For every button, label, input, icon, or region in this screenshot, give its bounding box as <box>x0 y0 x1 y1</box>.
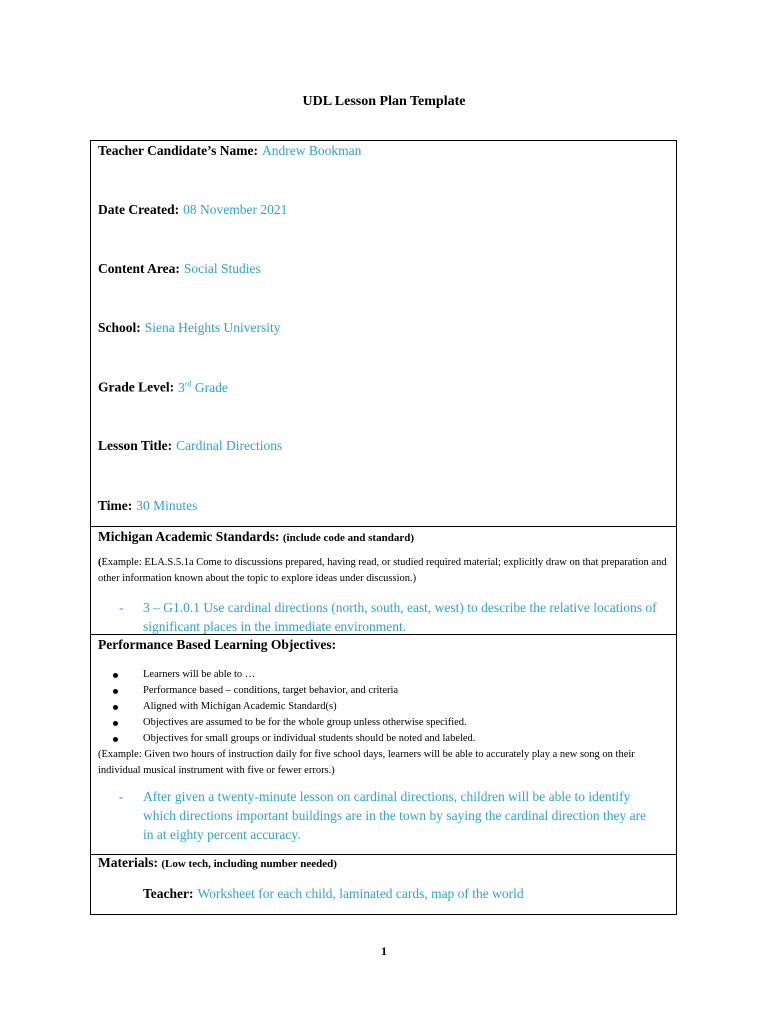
list-item: Objectives are assumed to be for the whole group unless otherwise specified. <box>111 715 666 731</box>
school-value: Siena Heights University <box>144 320 281 335</box>
bullet-icon <box>113 721 118 726</box>
grade-level-value <box>178 380 228 395</box>
grade-word: Grade <box>194 379 228 395</box>
standards-item-text: 3 – G1.0.1 Use cardinal directions (north, south, east, west) to describe the relative locations of significant places in the immediate environment. <box>143 600 657 634</box>
standards-item <box>119 598 659 636</box>
lesson-title-field <box>98 438 282 454</box>
teacher-materials-value: Worksheet for each child, laminated cards, map of the world <box>197 886 524 901</box>
time-label: Time: <box>98 498 133 513</box>
materials-heading-note: (Low tech, including number needed) <box>161 858 337 870</box>
school-field <box>98 320 281 336</box>
lesson-title-value: Cardinal Directions <box>176 438 283 453</box>
objectives-guidelines-list <box>111 667 666 747</box>
standards-example-text: Example: ELA.S.5.1a Come to discussions prepared, having read, or studied required material; explicitly draw on that preparation and other information known about the topic to explore ideas under discussion.) <box>98 557 667 584</box>
teacher-materials-field <box>143 886 524 902</box>
list-item: Aligned with Michigan Academic Standard(s) <box>111 699 666 715</box>
date-created-field <box>98 202 287 218</box>
objectives-item-dash: - <box>119 789 124 804</box>
objectives-section <box>91 635 676 855</box>
lesson-title-label: Lesson Title: <box>98 438 173 453</box>
content-area-field <box>98 261 261 277</box>
school-label: School: <box>98 320 141 335</box>
candidate-name-label: Teacher Candidate’s Name: <box>98 143 258 158</box>
objectives-item-text: After given a twenty-minute lesson on cardinal directions, children will be able to identify which directions important buildings are in the town by saying the cardinal direction they are in at eighty percent accuracy. <box>143 789 647 842</box>
objectives-example: (Example: Given two hours of instruction daily for five school days, learners will be able to accurately play a new song on their individual musical instrument with five or fewer errors.) <box>98 749 635 776</box>
document-title: UDL Lesson Plan Template <box>302 94 466 109</box>
time-value: 30 Minutes <box>136 498 198 513</box>
materials-heading-text: Materials: <box>98 855 158 870</box>
objectives-item <box>119 787 659 844</box>
materials-heading <box>98 855 337 871</box>
bullet-icon <box>113 705 118 710</box>
grade-level-label: Grade Level: <box>98 379 175 395</box>
standards-example-paren: ( <box>98 557 102 568</box>
grade-number: 3 <box>178 379 185 395</box>
standards-item-dash: - <box>119 600 124 615</box>
content-area-value: Social Studies <box>183 261 261 276</box>
standards-heading <box>98 529 414 545</box>
bullet-icon <box>113 737 118 742</box>
lesson-plan-table <box>90 140 677 915</box>
bullet-icon <box>113 673 118 678</box>
date-created-label: Date Created: <box>98 202 180 217</box>
date-created-value: 08 November 2021 <box>183 202 288 217</box>
grade-level-field <box>98 379 228 396</box>
candidate-name-field <box>98 143 361 159</box>
bullet-icon <box>113 689 118 694</box>
list-item: Objectives for small groups or individual students should be noted and labeled. <box>111 731 666 747</box>
standards-section <box>91 527 676 635</box>
lesson-info-section <box>91 141 676 527</box>
content-area-label: Content Area: <box>98 261 180 276</box>
materials-section <box>91 855 676 916</box>
teacher-materials-label: Teacher: <box>143 886 194 901</box>
page-number: 1 <box>381 944 387 958</box>
list-item: Learners will be able to … <box>111 667 666 683</box>
objectives-heading: Performance Based Learning Objectives: <box>98 637 337 652</box>
standards-heading-text: Michigan Academic Standards: <box>98 529 280 544</box>
list-item: Performance based – conditions, target behavior, and criteria <box>111 683 666 699</box>
candidate-name-value: Andrew Bookman <box>262 143 362 158</box>
standards-heading-note: (include code and standard) <box>282 532 414 544</box>
grade-suffix: rd <box>184 379 192 388</box>
standards-example <box>98 555 670 587</box>
time-field <box>98 498 197 514</box>
